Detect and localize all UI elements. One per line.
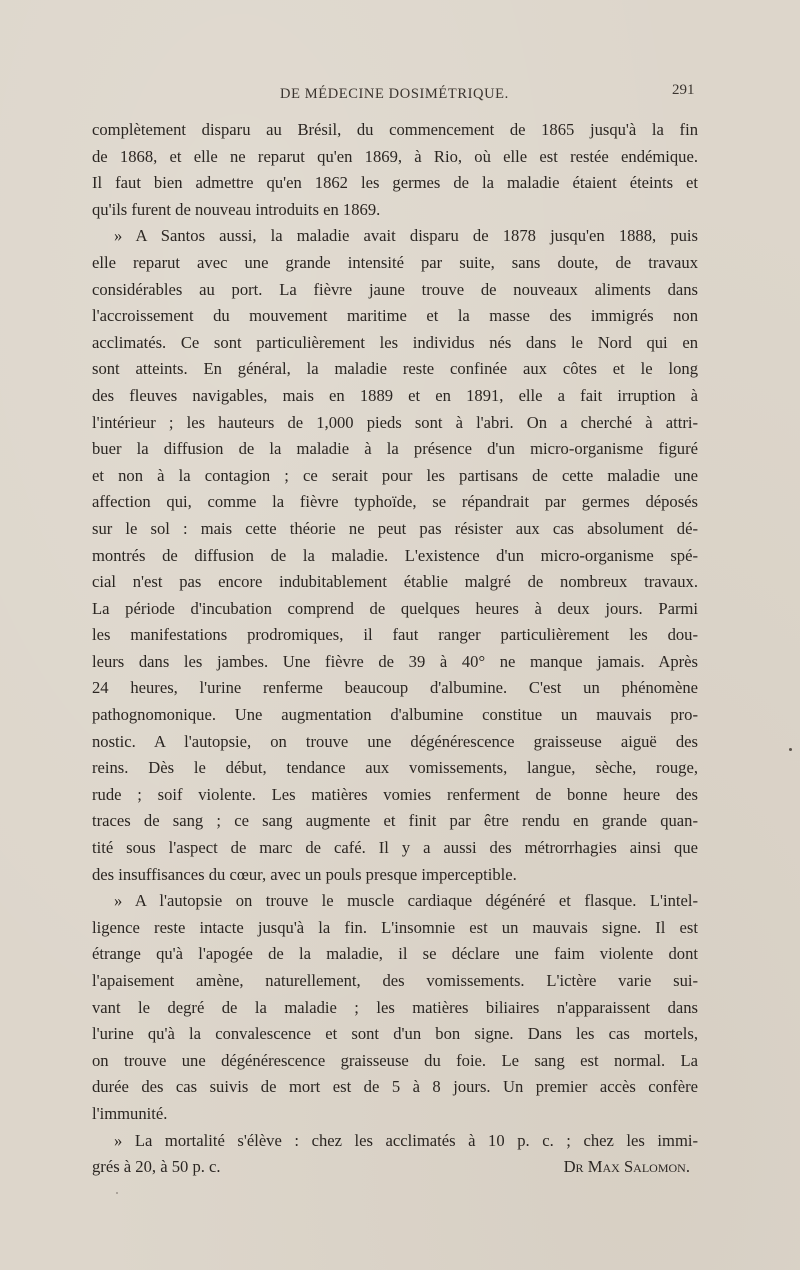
text-line: reins. Dès le début, tendance aux vomissements, langue, sèche, rouge, bbox=[92, 758, 698, 778]
text-line: l'immunité. bbox=[92, 1103, 168, 1123]
text-line: des insuffisances du cœur, avec un pouls presque imperceptible. bbox=[92, 864, 517, 884]
text-line: l'urine qu'à la convalescence et sont d'un bon signe. Dans les cas mortels, bbox=[92, 1024, 698, 1044]
paper-speck bbox=[116, 1192, 118, 1194]
running-title: DE MÉDECINE DOSIMÉTRIQUE. bbox=[280, 86, 509, 102]
text-line: vant le degré de la maladie ; les matières biliaires n'apparaissent dans bbox=[92, 997, 698, 1017]
text-line: et non à la contagion ; ce serait pour les partisans de cette maladie une bbox=[92, 465, 698, 485]
text-line: étrange qu'à l'apogée de la maladie, il se déclare une faim violente dont bbox=[92, 944, 698, 964]
body-text bbox=[92, 117, 698, 1181]
text-line: sur le sol : mais cette théorie ne peut pas résister aux cas absolument dé- bbox=[92, 518, 698, 538]
text-line: les manifestations prodromiques, il faut ranger particulièrement les dou- bbox=[92, 625, 698, 645]
text-line: traces de sang ; ce sang augmente et finit par être rendu en grande quan- bbox=[92, 811, 698, 831]
text-line: ligence reste intacte jusqu'à la fin. L'insomnie est un mauvais signe. Il est bbox=[92, 917, 698, 937]
text-line: 24 heures, l'urine renferme beaucoup d'albumine. C'est un phénomène bbox=[92, 678, 698, 698]
text-line: nostic. A l'autopsie, on trouve une dégénérescence graisseuse aiguë des bbox=[92, 731, 698, 751]
text-line: leurs dans les jambes. Une fièvre de 39 à 40° ne manque jamais. Après bbox=[92, 651, 698, 671]
page-number: 291 bbox=[672, 82, 695, 98]
text-line: acclimatés. Ce sont particulièrement les individus nés dans le Nord qui en bbox=[92, 332, 698, 352]
text-line: pathognomonique. Une augmentation d'albumine constitue un mauvais pro- bbox=[92, 705, 698, 725]
text-line: La période d'incubation comprend de quelques heures à deux jours. Parmi bbox=[92, 598, 698, 618]
closing-text: grés à 20, à 50 p. c. bbox=[92, 1157, 221, 1177]
text-line: considérables au port. La fièvre jaune trouve de nouveaux aliments dans bbox=[92, 279, 698, 299]
text-line: l'apaisement amène, naturellement, des vomissements. L'ictère varie sui- bbox=[92, 971, 698, 990]
text-line: Il faut bien admettre qu'en 1862 les germes de la maladie étaient éteints et bbox=[92, 173, 698, 193]
text-line: affection qui, comme la fièvre typhoïde, se répandrait par germes déposés bbox=[92, 492, 698, 512]
author-signature: Dr Max Salomon. bbox=[563, 1157, 690, 1177]
text-line: sont atteints. En général, la maladie reste confinée aux côtes et le long bbox=[92, 359, 698, 379]
text-line: elle reparut avec une grande intensité par suite, sans doute, de travaux bbox=[92, 252, 698, 272]
text-line: » A l'autopsie on trouve le muscle cardiaque dégénéré et flasque. L'intel- bbox=[114, 891, 698, 911]
closing-line bbox=[92, 1154, 698, 1181]
text-line: l'accroissement du mouvement maritime et la masse des immigrés non bbox=[92, 306, 698, 326]
paper-speck bbox=[789, 748, 792, 751]
text-line: des fleuves navigables, mais en 1889 et en 1891, elle a fait irruption à bbox=[92, 385, 698, 405]
text-line: » A Santos aussi, la maladie avait disparu de 1878 jusqu'en 1888, puis bbox=[114, 226, 698, 246]
text-line: tité sous l'aspect de marc de café. Il y a aussi des métrorrhagies ainsi que bbox=[92, 838, 698, 858]
text-line: montrés de diffusion de la maladie. L'existence d'un micro-organisme spé- bbox=[92, 545, 698, 565]
text-line: » La mortalité s'élève : chez les acclimatés à 10 p. c. ; chez les immi- bbox=[114, 1130, 698, 1150]
text-line: durée des cas suivis de mort est de 5 à 8 jours. Un premier accès confère bbox=[92, 1077, 698, 1097]
text-line: cial n'est pas encore indubitablement établie malgré de nombreux travaux. bbox=[92, 572, 698, 592]
text-line: qu'ils furent de nouveau introduits en 1869. bbox=[92, 199, 381, 219]
text-line: l'intérieur ; les hauteurs de 1,000 pieds sont à l'abri. On a cherché à attri- bbox=[92, 412, 698, 432]
text-line: buer la diffusion de la maladie à la présence d'un micro-organisme figuré bbox=[92, 439, 698, 459]
running-header bbox=[0, 82, 800, 110]
text-line: on trouve une dégénérescence graisseuse du foie. Le sang est normal. La bbox=[92, 1050, 698, 1070]
text-line: de 1868, et elle ne reparut qu'en 1869, à Rio, où elle est restée endémique. bbox=[92, 146, 698, 166]
text-line: rude ; soif violente. Les matières vomies renferment de bonne heure des bbox=[92, 784, 698, 804]
text-line: complètement disparu au Brésil, du commencement de 1865 jusqu'à la fin bbox=[92, 120, 698, 139]
